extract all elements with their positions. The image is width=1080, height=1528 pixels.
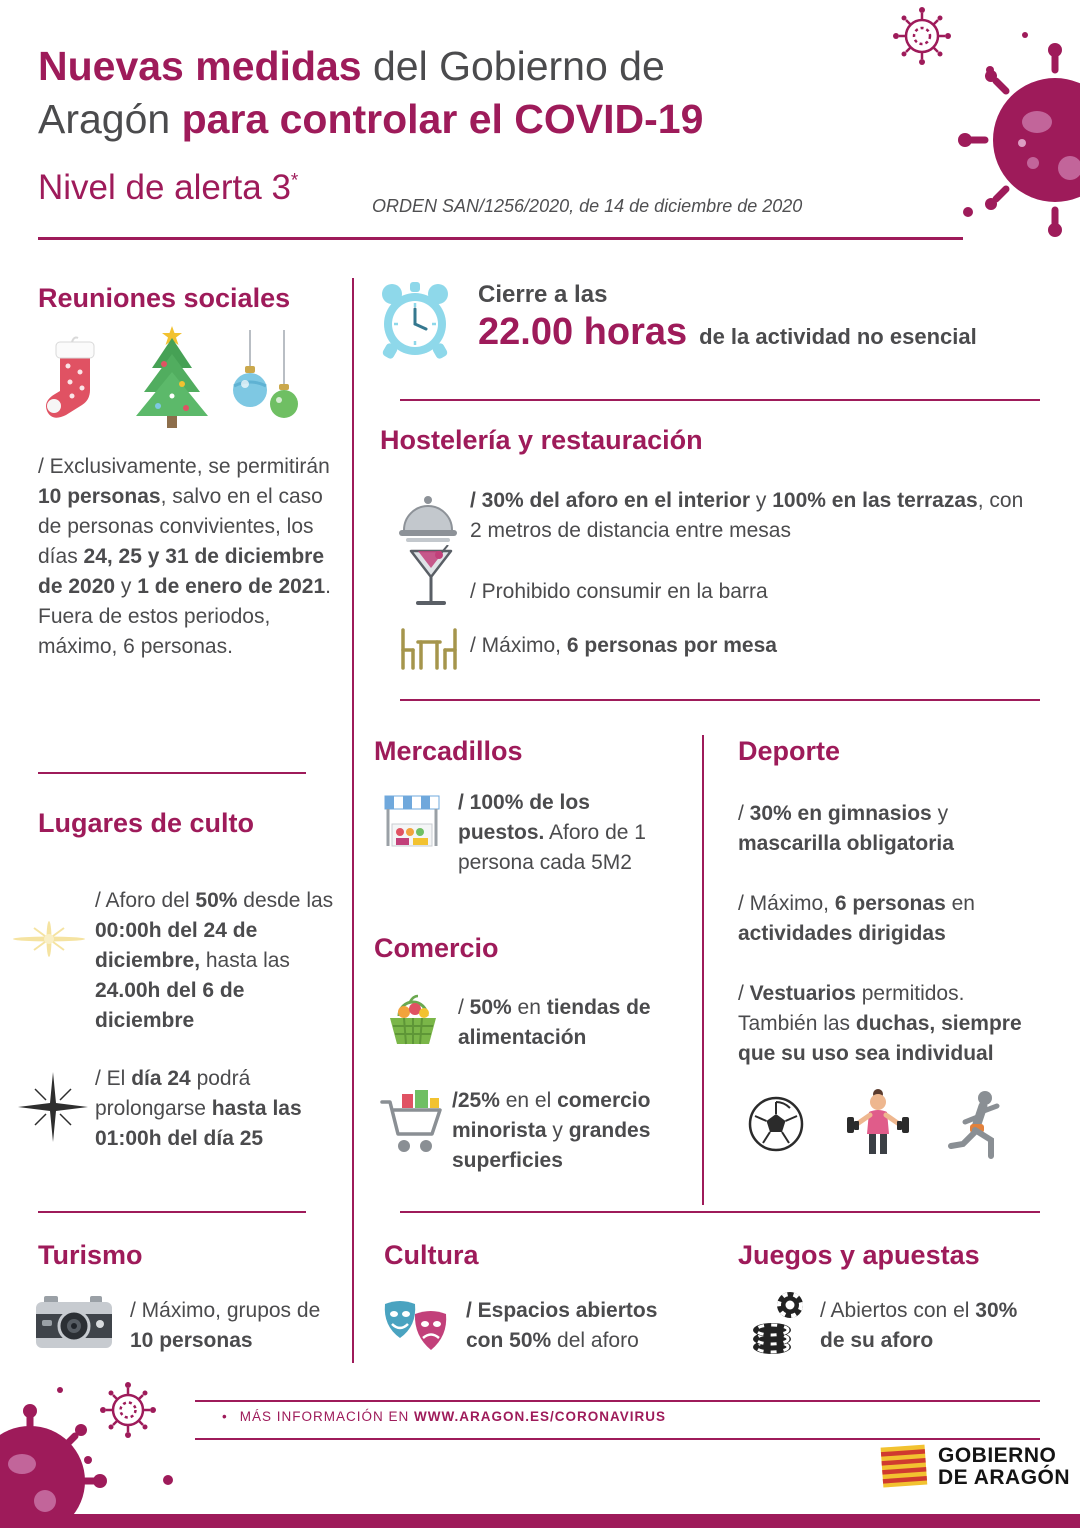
footer-divider-bottom: [195, 1438, 1040, 1440]
bottom-accent-bar: [0, 1514, 1080, 1528]
page-title: [38, 40, 703, 146]
grocery-basket-icon: [384, 990, 442, 1048]
alert-level: [38, 168, 298, 208]
christmas-tree-icon: [130, 324, 214, 428]
logo-line-2: DE ARAGÓN: [938, 1466, 1071, 1489]
deporte-rule-1: / 30% en gimnasios y mascarilla obligatoria: [738, 802, 954, 855]
mid-divider-1: [400, 399, 1040, 401]
left-column-divider: [352, 278, 354, 1363]
food-cloche-icon: [398, 492, 458, 544]
header-divider: [38, 237, 963, 240]
closure-intro: Cierre a las: [478, 281, 608, 308]
closure-banner: [478, 281, 977, 354]
section-title-deporte: Deporte: [738, 736, 841, 766]
camera-icon: [34, 1294, 114, 1352]
alert-level-text: Nivel de alerta 3: [38, 168, 291, 207]
soccer-ball-icon: [748, 1096, 804, 1152]
section-title-hosteleria: Hostelería y restauración: [380, 425, 703, 455]
section-title-juegos: Juegos y apuestas: [738, 1240, 980, 1270]
alarm-clock-icon: [376, 280, 454, 362]
coronavirus-icon: [0, 1376, 200, 1526]
coronavirus-icon: [870, 0, 1080, 250]
closure-line: [478, 311, 977, 354]
left-divider-2: [38, 1211, 306, 1213]
section-title-culto: Lugares de culto: [38, 808, 255, 838]
footer-divider-top: [195, 1400, 1040, 1402]
mercadillos-rule-1: / 100% de los puestos. Aforo de 1 persona cada 5M2: [458, 791, 646, 874]
logo-line-1: GOBIERNO: [938, 1444, 1057, 1467]
hosteleria-rule-1: / 30% del aforo en el interior y 100% en las terrazas, con 2 metros de distancia entre mesas: [470, 489, 1024, 542]
section-title-mercadillos: Mercadillos: [374, 736, 523, 766]
cocktail-icon: [408, 545, 454, 611]
section-title-cultura: Cultura: [384, 1240, 479, 1270]
alert-asterisk: *: [290, 170, 299, 192]
candle-glow-icon: [12, 902, 86, 976]
hosteleria-rule-2: / Prohibido consumir en la barra: [470, 580, 768, 603]
baubles-icon: [226, 330, 304, 426]
title-line-2: Aragón para controlar el COVID-19: [38, 96, 704, 142]
section-title-reuniones: Reuniones sociales: [38, 283, 291, 313]
turismo-rule-1: / Máximo, grupos de 10 personas: [130, 1299, 321, 1352]
hosteleria-rule-3: / Máximo, 6 personas por mesa: [470, 634, 777, 657]
mid-divider-2: [400, 699, 1040, 701]
section-title-comercio: Comercio: [374, 933, 499, 963]
mid-divider-3: [400, 1211, 1040, 1213]
poker-chips-icon: [748, 1290, 806, 1354]
deporte-rule-2: / Máximo, 6 personas en actividades dirigidas: [738, 892, 975, 945]
christmas-stocking-icon: [42, 334, 106, 430]
closure-suffix: de la actividad no esencial: [699, 324, 977, 349]
sparkle-star-icon: [18, 1072, 88, 1142]
section-title-turismo: Turismo: [38, 1240, 143, 1270]
comercio-rule-1: / 50% en tiendas de alimentación: [458, 996, 651, 1049]
deporte-rule-3: / Vestuarios permitidos. También las duchas, siempre que su uso sea individual: [738, 982, 1022, 1065]
bullet-icon: •: [222, 1409, 228, 1424]
cultura-rule-1: / Espacios abiertos con 50% del aforo: [466, 1299, 658, 1352]
reuniones-paragraph: / Exclusivamente, se permitirán 10 personas, salvo en el caso de personas convivientes, los días 24, 25 y 31 de diciembre de 2020 y 1 de enero de 2021. Fuera de estos periodos, máximo, 6 personas.: [38, 455, 332, 658]
table-chairs-icon: [398, 622, 460, 672]
middle-column-divider: [702, 735, 704, 1205]
title-line-1: Nuevas medidas del Gobierno de: [38, 43, 665, 89]
order-reference: ORDEN SAN/1256/2020, de 14 de diciembre de 2020: [372, 196, 803, 216]
runner-icon: [945, 1090, 1007, 1162]
footer-info: [222, 1409, 666, 1424]
footer-info-prefix: MÁS INFORMACIÓN EN: [239, 1409, 410, 1424]
shopping-cart-icon: [380, 1088, 444, 1160]
footer-info-url: WWW.ARAGON.ES/CORONAVIRUS: [414, 1409, 667, 1424]
culto-rule-2: / El día 24 podrá prolongarse hasta las 01:00h del día 25: [95, 1067, 302, 1150]
closure-time: 22.00 horas: [478, 311, 688, 353]
gobierno-aragon-logo: [938, 1445, 1070, 1489]
dumbbells-person-icon: [845, 1088, 911, 1160]
juegos-rule-1: / Abiertos con el 30% de su aforo: [820, 1299, 1018, 1352]
market-stall-icon: [382, 792, 442, 854]
aragon-flag-icon: [880, 1444, 930, 1490]
culto-rule-1: / Aforo del 50% desde las 00:00h del 24 de diciembre, hasta las 24.00h del 6 de diciembre: [95, 889, 334, 1032]
theater-masks-icon: [382, 1296, 450, 1356]
left-divider-1: [38, 772, 306, 774]
comercio-rule-2: /25% en el comercio minorista y grandes superficies: [452, 1089, 651, 1172]
